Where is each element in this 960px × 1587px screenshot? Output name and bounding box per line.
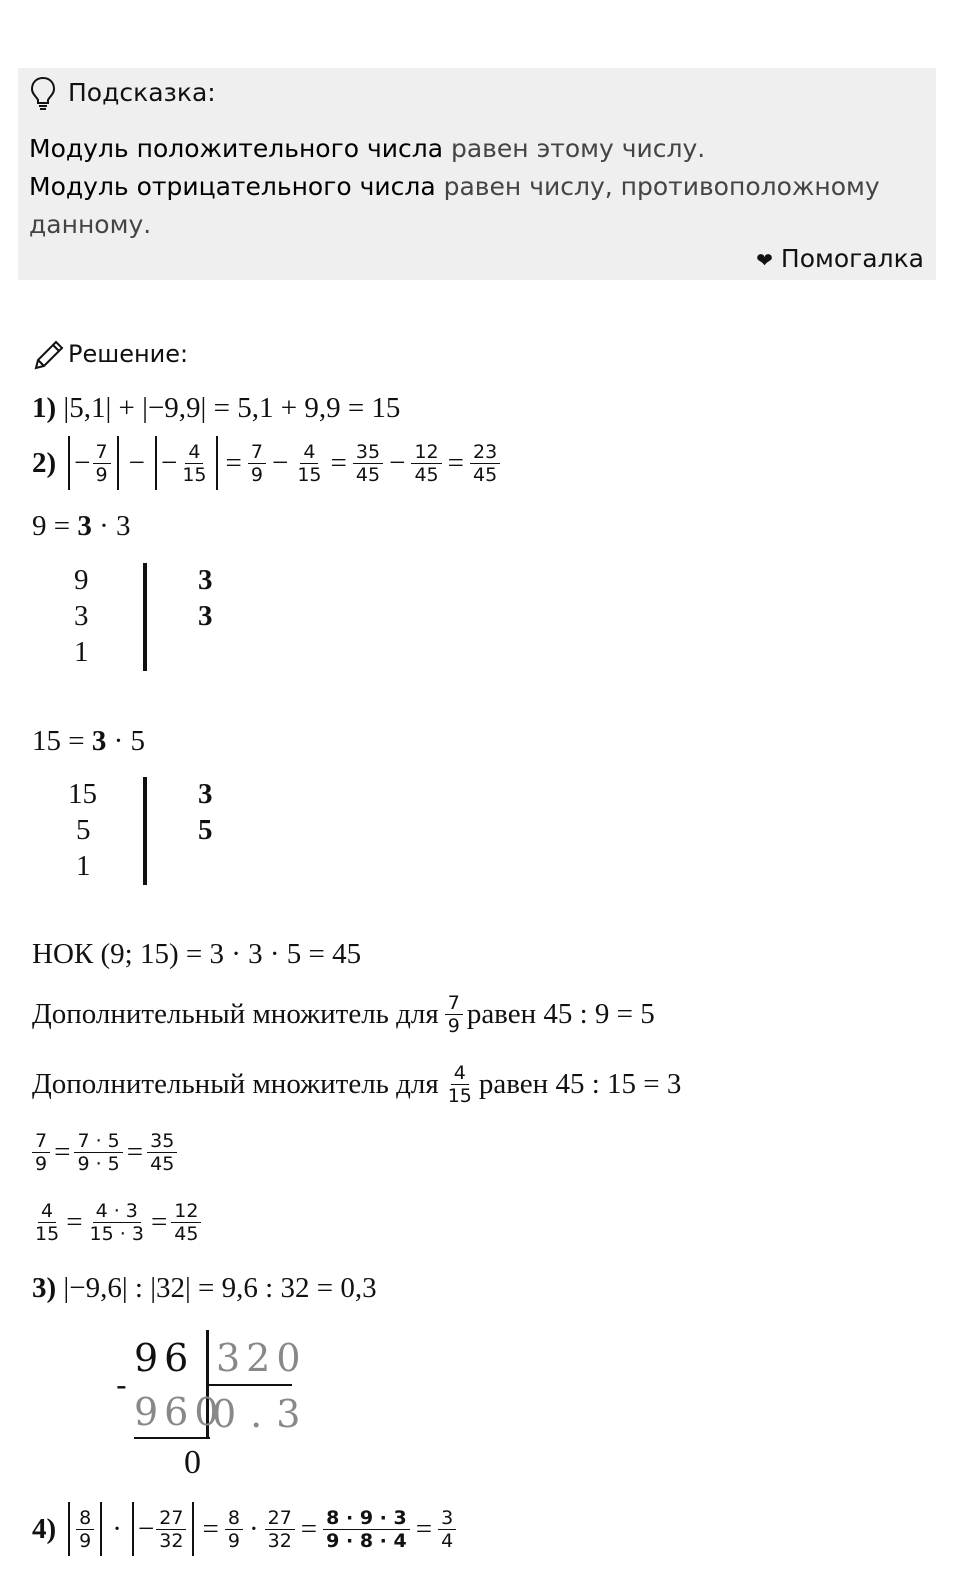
conversion-2: $\frac{4}{15}$ = $\frac{4 \cdot 3}{15 \cdot 3}$ = $\frac{12}{45}$ bbox=[30, 1200, 203, 1245]
solution-title: Решение: bbox=[68, 340, 189, 368]
fraction: $\frac{27}{32}$ bbox=[265, 1507, 295, 1552]
fraction: $\frac{23}{45}$ bbox=[470, 441, 500, 486]
fraction: $\frac{4}{15}$ bbox=[297, 440, 322, 486]
factorization-9: 9 = 3 · 3 bbox=[32, 510, 131, 542]
subtrahend: 960 bbox=[134, 1390, 225, 1434]
hint-title: Подсказка: bbox=[68, 78, 216, 107]
fraction: $\frac{7}{9}$ bbox=[93, 441, 111, 486]
fraction: $\frac{4 \cdot 3}{15 \cdot 3}$ bbox=[89, 1200, 144, 1245]
fraction: $\frac{27}{32}$ bbox=[156, 1507, 186, 1552]
minus-sign: - bbox=[116, 1366, 133, 1404]
heart-icon: ❤ bbox=[756, 248, 773, 272]
fraction: $\frac{35}{45}$ bbox=[353, 441, 383, 486]
step-1-label: 1) bbox=[32, 392, 57, 424]
fraction: $\frac{8 \cdot 9 \cdot 3}{9 \cdot 8 \cdot 4}$ bbox=[323, 1507, 410, 1552]
fraction: $\frac{12}{45}$ bbox=[171, 1200, 201, 1245]
step-3: 3) |−9,6| : |32| = 9,6 : 32 = 0,3 bbox=[32, 1272, 377, 1304]
helper-label: Помогалка bbox=[780, 244, 924, 273]
step-1 bbox=[32, 392, 400, 425]
hint-line1-rest: равен этому числу. bbox=[443, 134, 706, 163]
step-4: 4) $\frac{8}{9}$ · − $\frac{27}{32}$ = $\frac{8}{9}$ · $\frac{27}{32}$ = $\frac{8 \cdot 9 \cdot 3}{9 \cdot 8 \cdot 4}$ = $\frac{3}{4}$ bbox=[32, 1502, 458, 1556]
fraction: $\frac{7 \cdot 5}{9 \cdot 5}$ bbox=[74, 1130, 122, 1175]
multiplier-line-1: Дополнительный множитель для $\frac{7}{9}$ равен 45 : 9 = 5 bbox=[32, 992, 655, 1037]
fraction: $\frac{7}{9}$ bbox=[248, 441, 266, 486]
hint-box bbox=[18, 68, 936, 280]
fraction: $\frac{4}{15}$ bbox=[35, 1200, 60, 1245]
quotient: 0.3 bbox=[212, 1392, 315, 1436]
helper-link[interactable] bbox=[756, 244, 924, 273]
fraction: $\frac{8}{9}$ bbox=[76, 1507, 94, 1552]
step-2-label: 2) bbox=[32, 446, 57, 479]
fraction: $\frac{4}{15}$ bbox=[182, 440, 207, 486]
step-2: 2) − $\frac{7}{9}$ − − $\frac{4}{15}$ = $\frac{7}{9}$ − $\frac{4}{15}$ = $\frac{35}{45}$ − $\frac{12}{45}$ = $\frac{23}{45}$ bbox=[32, 436, 502, 490]
conversion-1: $\frac{7}{9}$ = $\frac{7 \cdot 5}{9 \cdot 5}$ = $\frac{35}{45}$ bbox=[30, 1130, 179, 1175]
lightbulb-icon bbox=[30, 76, 56, 110]
factorization-15: 15 = 3 · 5 bbox=[32, 725, 146, 757]
remainder: 0 bbox=[184, 1444, 201, 1481]
hint-line2-bold: Модуль отрицательного числа bbox=[29, 172, 436, 201]
fraction: $\frac{7}{9}$ bbox=[32, 1130, 50, 1175]
step-1-text: |5,1| + |−9,9| = 5,1 + 9,9 = 15 bbox=[63, 392, 401, 424]
hint-line1-bold: Модуль положительного числа bbox=[29, 134, 444, 163]
multiplier-line-2: Дополнительный множитель для $\frac{4}{15}$ равен 45 : 15 = 3 bbox=[32, 1062, 682, 1107]
lcm-line: НОК (9; 15) = 3 · 3 · 5 = 45 bbox=[32, 938, 362, 970]
fraction: $\frac{4}{15}$ bbox=[447, 1062, 472, 1107]
fraction: $\frac{12}{45}$ bbox=[411, 441, 441, 486]
dividend: 96 bbox=[134, 1336, 195, 1380]
hint-text bbox=[29, 130, 909, 244]
fraction: $\frac{8}{9}$ bbox=[225, 1507, 243, 1552]
hint-line2-rest: равен числу, противоположному данному. bbox=[29, 172, 880, 239]
divisor: 320 bbox=[216, 1336, 307, 1380]
pencil-icon bbox=[32, 338, 66, 372]
fraction: $\frac{3}{4}$ bbox=[438, 1507, 456, 1552]
fraction: $\frac{35}{45}$ bbox=[147, 1130, 177, 1175]
fraction: $\frac{7}{9}$ bbox=[445, 992, 463, 1037]
